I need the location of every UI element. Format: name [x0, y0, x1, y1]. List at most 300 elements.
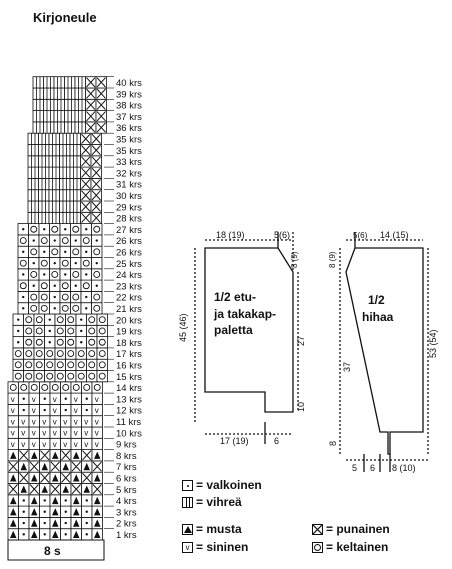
row-label: 4 krs [116, 496, 137, 508]
chart-cell [97, 359, 108, 370]
chart-cell [8, 393, 19, 404]
chart-cell [86, 88, 97, 99]
chart-cell [19, 495, 30, 506]
chart-cell [92, 393, 103, 404]
chart-cell [81, 235, 92, 246]
chart-cell [39, 280, 50, 291]
chart-cell [87, 325, 98, 336]
chart-cell [40, 427, 51, 438]
svg-text:v: v [10, 394, 15, 404]
chart-cell [55, 359, 66, 370]
chart-cell [82, 495, 93, 506]
row-label: 20 krs [116, 315, 142, 327]
row-label: 35 krs [116, 145, 142, 157]
chart-cell [54, 88, 65, 99]
chart-cell [86, 77, 97, 88]
chart-cell [70, 156, 81, 167]
svg-text:v: v [63, 439, 68, 449]
chart-cell [39, 303, 50, 314]
chart-cell [71, 495, 82, 506]
chart-cell [29, 506, 40, 517]
chart-cell [8, 438, 19, 449]
chart-cell [66, 359, 77, 370]
chart-cell [50, 303, 61, 314]
chart-cell [96, 99, 107, 110]
row-label: 16 krs [116, 360, 142, 372]
legend-red: = punainen [312, 522, 390, 536]
chart-cell [97, 371, 108, 382]
chart-cell [40, 450, 51, 461]
chart-cell [19, 382, 30, 393]
chart-cell [13, 371, 24, 382]
chart-cell [82, 529, 93, 540]
chart-cell [60, 145, 71, 156]
chart-cell [60, 303, 71, 314]
chart-cell [92, 235, 103, 246]
chart-cell [50, 472, 61, 483]
row-label: 18 krs [116, 337, 142, 349]
row-label: 40 krs [116, 78, 142, 89]
chart-cell [82, 484, 93, 495]
chart-cell [50, 235, 61, 246]
chart-cell [81, 269, 92, 280]
svg-text:v: v [52, 428, 57, 438]
chart-cell [50, 461, 61, 472]
row-label: 19 krs [116, 326, 142, 338]
chart-cell [39, 224, 50, 235]
chart-cell [87, 348, 98, 359]
chart-cell [71, 416, 82, 427]
chart-cell [49, 156, 60, 167]
sl-bottom-mid: 6 [370, 463, 376, 473]
chart-cell [60, 224, 71, 235]
chart-cell [92, 472, 103, 483]
chart-cell [24, 371, 35, 382]
chart-cell [49, 212, 60, 223]
chart-cell [71, 291, 82, 302]
row-label: 12 krs [116, 405, 142, 417]
chart-cell [45, 325, 56, 336]
chart-cell [87, 371, 98, 382]
chart-cell [60, 291, 71, 302]
chart-cell [39, 235, 50, 246]
chart-cell [81, 133, 92, 144]
chart-cell [92, 224, 103, 235]
row-label: 14 krs [116, 383, 142, 395]
chart-cell [29, 495, 40, 506]
svg-text:v: v [10, 439, 15, 449]
chart-cell [50, 416, 61, 427]
chart-cell [71, 450, 82, 461]
svg-text:v: v [52, 417, 57, 427]
chart-cell [96, 77, 107, 88]
stitch-count-label: 8 s [44, 544, 61, 558]
chart-cell [55, 348, 66, 359]
chart-cell [39, 212, 50, 223]
chart-cell [40, 495, 51, 506]
chart-cell [60, 269, 71, 280]
chart-cell [34, 314, 45, 325]
chart-cell [82, 416, 93, 427]
chart-cell [24, 359, 35, 370]
chart-cell [71, 280, 82, 291]
chart-cell [71, 427, 82, 438]
chart-cell [66, 337, 77, 348]
chart-cell [50, 269, 61, 280]
sl-title-2: hihaa [362, 310, 394, 324]
chart-cell [96, 88, 107, 99]
chart-cell [92, 280, 103, 291]
chart-cell [81, 156, 92, 167]
chart-cell [70, 212, 81, 223]
chart-cell [39, 201, 50, 212]
chart-cell [19, 472, 30, 483]
chart-cell [87, 337, 98, 348]
chart-cell [29, 258, 40, 269]
chart-cell [18, 258, 29, 269]
chart-cell [86, 111, 97, 122]
chart-cell [19, 529, 30, 540]
chart-cell [92, 246, 103, 257]
row-label: 13 krs [116, 394, 142, 406]
chart-cell [8, 506, 19, 517]
chart-cell [49, 167, 60, 178]
svg-text:v: v [31, 406, 36, 416]
chart-cell [28, 133, 39, 144]
chart-cell [40, 517, 51, 528]
chart-cell [75, 77, 86, 88]
row-label: 33 krs [116, 157, 142, 169]
chart-cell [29, 235, 40, 246]
chart-cell [54, 122, 65, 133]
chart-cell [76, 371, 87, 382]
chart-cell [40, 461, 51, 472]
chart-cell [50, 495, 61, 506]
chart-cell [34, 348, 45, 359]
chart-cell [40, 416, 51, 427]
chart-cell [71, 393, 82, 404]
chart-cell [92, 382, 103, 393]
chart-cell [81, 190, 92, 201]
chart-cell [44, 88, 55, 99]
chart-cell [29, 416, 40, 427]
chart-cell [50, 450, 61, 461]
chart-cell [65, 77, 76, 88]
chart-cell [71, 382, 82, 393]
sl-total-length: 53 (54) [428, 329, 438, 358]
chart-cell [19, 393, 30, 404]
chart-cell [70, 167, 81, 178]
chart-cell [70, 190, 81, 201]
chart-cell [60, 178, 71, 189]
row-label: 6 krs [116, 473, 137, 485]
row-label: 22 krs [116, 292, 142, 304]
row-label: 25 krs [116, 258, 142, 270]
fb-title-3: paletta [214, 323, 253, 337]
chart-cell [50, 246, 61, 257]
chart-cell [50, 382, 61, 393]
row-label: 38 krs [116, 100, 142, 112]
chart-cell [92, 450, 103, 461]
chart-cell [49, 201, 60, 212]
fb-lower-height: 10 [296, 401, 306, 412]
svg-text:v: v [42, 439, 47, 449]
chart-cell [82, 438, 93, 449]
chart-cell [71, 506, 82, 517]
chart-cell [66, 371, 77, 382]
sl-bottom-left: 5 [352, 463, 358, 473]
chart-cell [45, 337, 56, 348]
chart-cell [61, 529, 72, 540]
chart-cell [75, 88, 86, 99]
chart-cell [70, 201, 81, 212]
chart-cell [71, 235, 82, 246]
chart-cell [92, 291, 103, 302]
row-label: 29 krs [116, 202, 142, 214]
chart-title: Kirjoneule [33, 10, 97, 25]
chart-cell [76, 348, 87, 359]
chart-cell [19, 427, 30, 438]
chart-cell [60, 258, 71, 269]
chart-cell [61, 495, 72, 506]
svg-text:v: v [94, 439, 99, 449]
chart-cell [81, 201, 92, 212]
chart-cell [44, 99, 55, 110]
chart-cell [87, 314, 98, 325]
chart-cell [92, 269, 103, 280]
chart-cell [61, 438, 72, 449]
chart-cell [28, 201, 39, 212]
svg-text:v: v [63, 428, 68, 438]
svg-text:v: v [31, 417, 36, 427]
chart-cell [39, 133, 50, 144]
chart-cell [50, 517, 61, 528]
chart-cell [33, 99, 44, 110]
svg-text:v: v [10, 428, 15, 438]
chart-cell [66, 348, 77, 359]
chart-cell [61, 404, 72, 415]
row-label: 31 krs [116, 179, 142, 191]
chart-cell [71, 303, 82, 314]
chart-cell [29, 382, 40, 393]
chart-cell [29, 461, 40, 472]
chart-cell [29, 246, 40, 257]
chart-cell [34, 371, 45, 382]
row-label: 30 krs [116, 191, 142, 202]
sleeve-outline [346, 248, 423, 454]
svg-text:v: v [42, 428, 47, 438]
chart-cell [66, 314, 77, 325]
chart-cell [24, 325, 35, 336]
chart-cell [82, 393, 93, 404]
chart-cell [54, 111, 65, 122]
chart-cell [81, 212, 92, 223]
chart-cell [87, 359, 98, 370]
chart-cell [8, 427, 19, 438]
chart-cell [82, 506, 93, 517]
chart-cell [91, 190, 102, 201]
chart-cell [60, 167, 71, 178]
chart-cell [8, 529, 19, 540]
ring-symbol-icon [312, 542, 323, 553]
svg-text:v: v [84, 428, 89, 438]
chart-cell [50, 291, 61, 302]
chart-cell [28, 212, 39, 223]
svg-text:v: v [42, 417, 47, 427]
chart-cell [82, 427, 93, 438]
chart-cell [92, 517, 103, 528]
chart-cell [29, 393, 40, 404]
chart-cell [91, 212, 102, 223]
chart-cell [92, 529, 103, 540]
chart-cell [81, 178, 92, 189]
chart-cell [50, 393, 61, 404]
chart-cell [29, 269, 40, 280]
row-label: 7 krs [116, 462, 137, 474]
chart-cell [65, 99, 76, 110]
chart-cell [50, 484, 61, 495]
fb-title-2: ja takakap- [214, 307, 277, 321]
chart-cell [61, 416, 72, 427]
chart-cell [39, 156, 50, 167]
sl-top-right: 14 (15) [380, 230, 409, 240]
chart-cell [71, 224, 82, 235]
legend-white: = valkoinen [182, 478, 262, 492]
svg-text:v: v [31, 394, 36, 404]
chart-cell [29, 404, 40, 415]
chart-cell [92, 303, 103, 314]
chart-cell [39, 269, 50, 280]
chart-cell [18, 291, 29, 302]
svg-text:v: v [94, 428, 99, 438]
chart-cell [70, 133, 81, 144]
chart-cell [18, 303, 29, 314]
chart-cell [33, 111, 44, 122]
chart-cell [29, 438, 40, 449]
chart-cell [81, 224, 92, 235]
chart-cell [39, 291, 50, 302]
row-label: 15 krs [116, 371, 142, 383]
chart-cell [33, 88, 44, 99]
row-label: 37 krs [116, 111, 142, 123]
sleeve-schematic [320, 222, 452, 482]
chart-cell [45, 371, 56, 382]
svg-text:v: v [94, 406, 99, 416]
chart-cell [45, 359, 56, 370]
chart-cell [50, 529, 61, 540]
cross-symbol-icon [312, 524, 323, 535]
chart-cell [8, 416, 19, 427]
chart-cell [91, 133, 102, 144]
chart-cell [39, 178, 50, 189]
chart-cell [39, 246, 50, 257]
chart-cell [33, 77, 44, 88]
chart-cell [61, 393, 72, 404]
chart-cell [71, 438, 82, 449]
chart-cell [8, 517, 19, 528]
chart-cell [61, 450, 72, 461]
chart-cell [61, 427, 72, 438]
chart-cell [60, 201, 71, 212]
sl-top-left: 5(6) [353, 231, 368, 240]
chart-cell [61, 461, 72, 472]
svg-text:v: v [52, 394, 57, 404]
chart-cell [18, 269, 29, 280]
chart-cell [82, 404, 93, 415]
chart-cell [19, 416, 30, 427]
row-label: 10 krs [116, 428, 142, 440]
chart-cell [24, 314, 35, 325]
svg-text:v: v [10, 406, 15, 416]
row-label: 3 krs [116, 507, 137, 519]
chart-cell [8, 472, 19, 483]
chart-cell [13, 359, 24, 370]
chart-cell [86, 99, 97, 110]
row-label: 23 krs [116, 281, 142, 293]
chart-cell [55, 314, 66, 325]
chart-cell [60, 156, 71, 167]
chart-cell [81, 303, 92, 314]
chart-cell [44, 122, 55, 133]
chart-cell [71, 472, 82, 483]
chart-cell [97, 337, 108, 348]
chart-cell [28, 178, 39, 189]
chart-cell [39, 190, 50, 201]
chart-cell [65, 122, 76, 133]
chart-cell [81, 246, 92, 257]
triangle-symbol-icon [182, 524, 193, 535]
row-label: 39 krs [116, 89, 142, 101]
chart-cell [13, 325, 24, 336]
chart-cell [45, 314, 56, 325]
chart-cell [8, 495, 19, 506]
chart-cell [71, 404, 82, 415]
chart-cell [75, 111, 86, 122]
chart-cell [71, 461, 82, 472]
fb-shoulder-drop: 8 (9) [290, 251, 299, 268]
chart-cell [39, 258, 50, 269]
chart-cell [34, 359, 45, 370]
chart-cell [71, 529, 82, 540]
chart-cell [50, 258, 61, 269]
chart-cell [61, 382, 72, 393]
chart-cell [92, 461, 103, 472]
chart-cell [19, 484, 30, 495]
chart-cell [24, 348, 35, 359]
chart-cell [39, 167, 50, 178]
chart-cell [54, 77, 65, 88]
chart-cell [54, 99, 65, 110]
chart-cell [50, 224, 61, 235]
row-label: 8 krs [116, 450, 137, 462]
chart-cell [65, 111, 76, 122]
fb-total-height: 45 (46) [178, 313, 188, 342]
chart-cell [91, 167, 102, 178]
dot-symbol-icon [182, 480, 193, 491]
chart-cell [19, 506, 30, 517]
chart-cell [92, 404, 103, 415]
row-label: 26 krs [116, 236, 142, 248]
chart-cell [60, 246, 71, 257]
chart-cell [82, 461, 93, 472]
chart-cell [97, 325, 108, 336]
chart-cell [96, 122, 107, 133]
chart-cell [82, 382, 93, 393]
chart-cell [66, 325, 77, 336]
svg-text:v: v [73, 417, 78, 427]
row-label: 2 krs [116, 518, 137, 530]
row-label: 11 krs [116, 417, 142, 428]
